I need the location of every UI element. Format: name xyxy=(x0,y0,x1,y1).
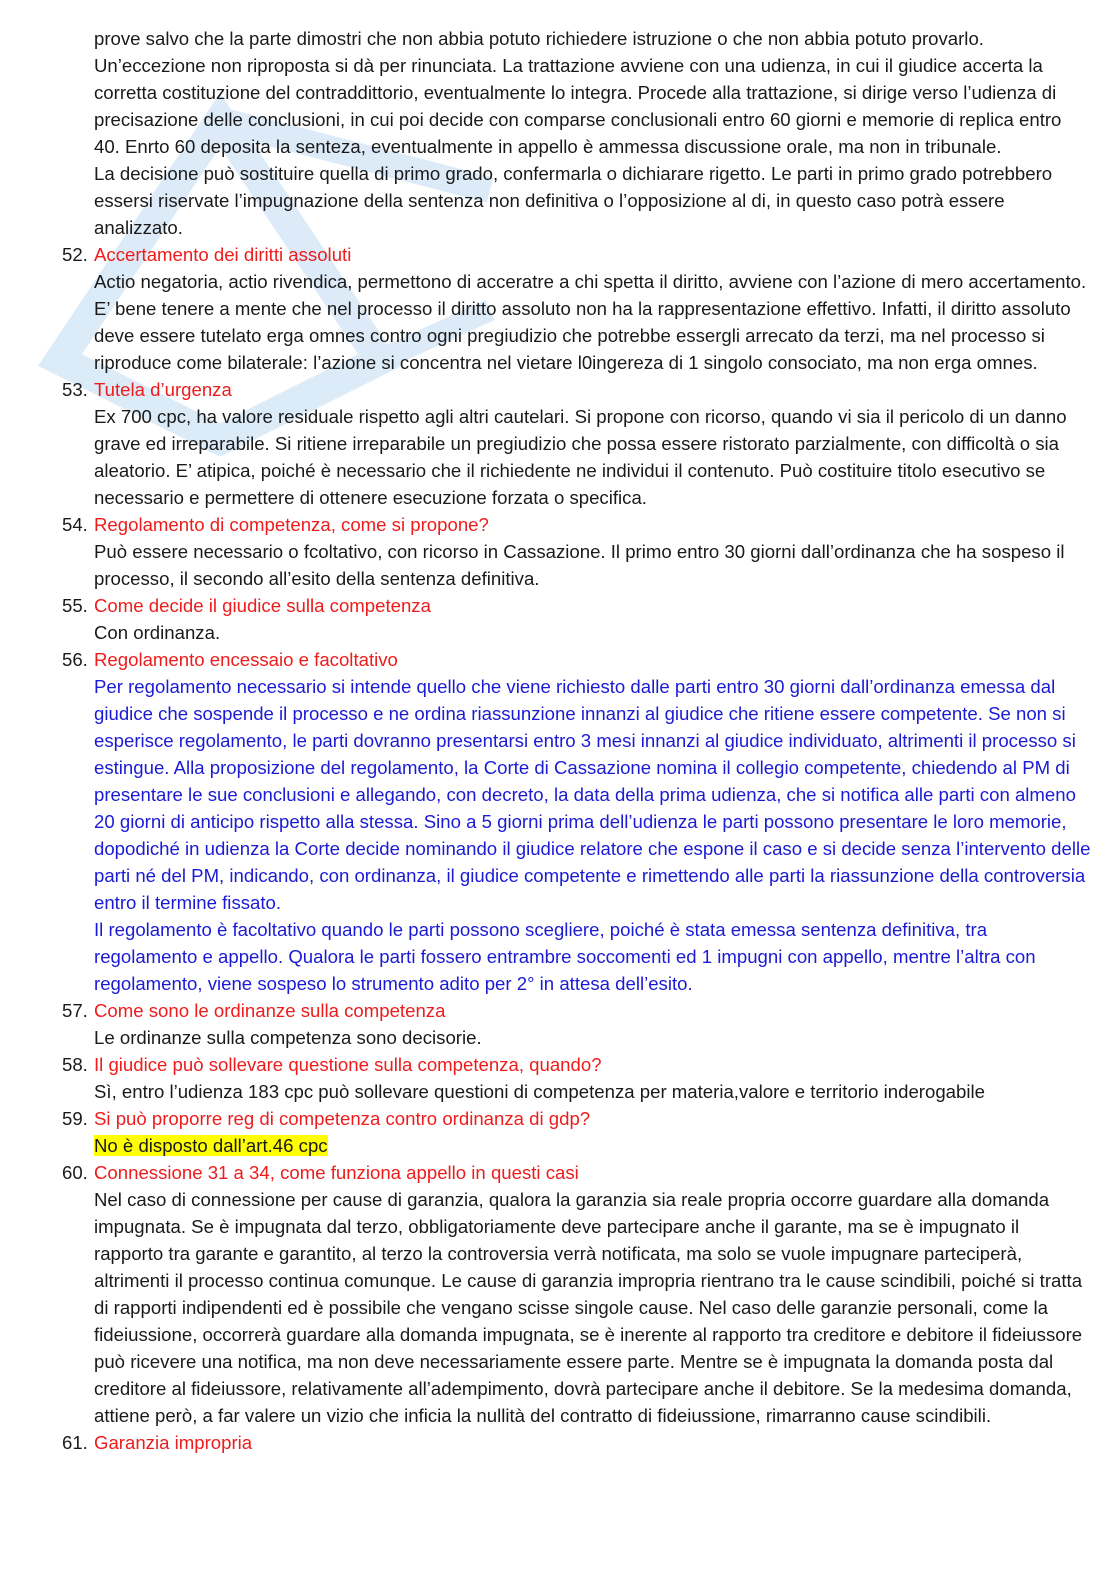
item-answer-blue: Il regolamento è facoltativo quando le parti possono scegliere, poiché è stata emessa sentenza definitiva, tra regolamento e appello. Qualora le parti fossero entrambre soccomenti ed 1 impugni con appello, mentre l’altra con regolamento, viene sospeso lo strumento adito per 2° in attesa dell’esito. xyxy=(94,919,1036,994)
item-number: 56. xyxy=(62,649,88,670)
list-item-57 xyxy=(62,997,1092,1051)
list-item-56 xyxy=(62,646,1092,997)
list-item-59 xyxy=(62,1105,1092,1159)
list-item-60 xyxy=(62,1159,1092,1429)
item-answer: Può essere necessario o fcoltativo, con ricorso in Cassazione. Il primo entro 30 giorni dall’ordinanza che ha sospeso il processo, il secondo all’esito della sentenza definitiva. xyxy=(94,541,1065,589)
item-question: Accertamento dei diritti assoluti xyxy=(94,244,352,265)
item-answer-blue: Per regolamento necessario si intende quello che viene richiesto dalle parti entro 30 giorni dall’ordinanza emessa dal giudice che sospende il processo e ne ordina riassunzione innanzi al giudice che ritiene essere competente. Se non si esperisce regolamento, le parti dovranno presentarsi entro 3 mesi innanzi al giudice individuato, altrimenti il processo si estingue. Alla proposizione del regolamento, la Corte di Cassazione nomina il collegio competente, chiedendo al PM di presentare le sue conclusioni e allegando, con decreto, la data della prima udienza, che si notifica alle parti con almeno 20 giorni di anticipo rispetto alla stessa. Sino a 5 giorni prima dell’udienza le parti possono presentare le loro memorie, dopodiché in udienza la Corte decide nominando il giudice relatore che espone il caso e si decide senza l’intervento delle parti né del PM, indicando, con ordinanza, il giudice competente e rimettendo alle parti la riassunzione della controversia entro il termine fissato. xyxy=(94,676,1091,913)
item-number: 60. xyxy=(62,1162,88,1183)
item-number: 53. xyxy=(62,379,88,400)
item-question: Garanzia impropria xyxy=(94,1432,253,1453)
item-question: Come sono le ordinanze sulla competenza xyxy=(94,1000,446,1021)
list-item-61 xyxy=(62,1429,1092,1456)
item-question: Connessione 31 a 34, come funziona appello in questi casi xyxy=(94,1162,579,1183)
intro-paragraph: La decisione può sostituire quella di primo grado, confermarla o dichiarare rigetto. Le parti in primo grado potrebbero essersi riservate l’impugnazione della sentenza non definitiva o l’opposizione al di, in questo caso potrà essere analizzato. xyxy=(94,163,1053,238)
list-item-53 xyxy=(62,376,1092,511)
intro-paragraph: prove salvo che la parte dimostri che non abbia potuto richiedere istruzione o che non abbia potuto provarlo. Un’eccezione non riproposta si dà per rinunciata. La trattazione avviene con una udienza, in cui il giudice accerta la corretta costituzione del contraddittorio, eventualmente lo integra. Procede alla trattazione, si dirige verso l’udienza di precisazione delle conclusioni, in cui poi decide con comparse conclusionali entro 60 giorni e memorie di replica entro 40. Enrto 60 deposita la senteza, eventualmente in appello è ammessa discussione orale, ma non in tribunale. xyxy=(94,28,1062,157)
document-content xyxy=(62,25,1092,1456)
list-item-52 xyxy=(62,241,1092,376)
list-item-54 xyxy=(62,511,1092,592)
item-question: Si può proporre reg di competenza contro ordinanza di gdp? xyxy=(94,1108,591,1129)
item-question: Il giudice può sollevare questione sulla competenza, quando? xyxy=(94,1054,602,1075)
item-answer: Actio negatoria, actio rivendica, permettono di acceratre a chi spetta il diritto, avviene con l’azione di mero accertamento. E’ bene tenere a mente che nel processo il diritto assoluto non ha la rappresentazione effettivo. Infatti, il diritto assoluto deve essere tutelato erga omnes contro ogni pregiudizio che potrebbe essergli arrecato da terzi, ma nel processo si riproduce come bilaterale: l’azione si concentra nel vietare l0ingereza di 1 singolo consociato, ma non erga omnes. xyxy=(94,271,1087,373)
item-answer: Con ordinanza. xyxy=(94,622,221,643)
item-question: Tutela d’urgenza xyxy=(94,379,232,400)
item-question: Come decide il giudice sulla competenza xyxy=(94,595,431,616)
intro-block xyxy=(62,25,1092,241)
item-number: 58. xyxy=(62,1054,88,1075)
highlighted-answer: No è disposto dall’art.46 cpc xyxy=(94,1135,328,1156)
item-answer: Ex 700 cpc, ha valore residuale rispetto agli altri cautelari. Si propone con ricorso, quando vi sia il pericolo di un danno grave ed irreparabile. Si ritiene irreparabile un pregiudizio che possa essere ristorato parzialmente, con difficoltà o sia aleatorio. E’ atipica, poiché è necessario che il richiedente ne individui il contenuto. Può costituire titolo esecutivo se necessario e permettere di ottenere esecuzione forzata o specifica. xyxy=(94,406,1067,508)
item-answer: Sì, entro l’udienza 183 cpc può sollevare questioni di competenza per materia,valore e territorio inderogabile xyxy=(94,1081,985,1102)
item-number: 52. xyxy=(62,244,88,265)
list-item-58 xyxy=(62,1051,1092,1105)
list-item-55 xyxy=(62,592,1092,646)
item-question: Regolamento encessaio e facoltativo xyxy=(94,649,398,670)
item-question: Regolamento di competenza, come si propone? xyxy=(94,514,489,535)
item-answer: Nel caso di connessione per cause di garanzia, qualora la garanzia sia reale propria occorre guardare alla domanda impugnata. Se è impugnata dal terzo, obbligatoriamente deve partecipare anche il garante, ma se è impugnato il rapporto tra garante e garantito, al terzo la controversia verrà notificata, ma solo se vuole impugnare parteciperà, altrimenti il processo continua comunque. Le cause di garanzia impropria rientrano tra le cause scindibili, poiché si tratta di rapporti indipendenti ed è possibile che vengano scisse singole cause. Nel caso delle garanzie personali, come la fideiussione, occorrerà guardare alla domanda impugnata, se è inerente al rapporto tra creditore e debitore il fideiussore può ricevere una notifica, ma non deve necessariamente essere parte. Mentre se è impugnata la domanda posta dal creditore al fideiussore, relativamente all’adempimento, dovrà partecipare anche il debitore. Se la medesima domanda, attiene però, a far valere un vizio che inficia la nullità del contratto di fideiussione, rimarranno cause scindibili. xyxy=(94,1189,1083,1426)
item-number: 54. xyxy=(62,514,88,535)
item-number: 59. xyxy=(62,1108,88,1129)
item-number: 55. xyxy=(62,595,88,616)
item-answer: Le ordinanze sulla competenza sono decisorie. xyxy=(94,1027,482,1048)
item-number: 57. xyxy=(62,1000,88,1021)
item-number: 61. xyxy=(62,1432,88,1453)
